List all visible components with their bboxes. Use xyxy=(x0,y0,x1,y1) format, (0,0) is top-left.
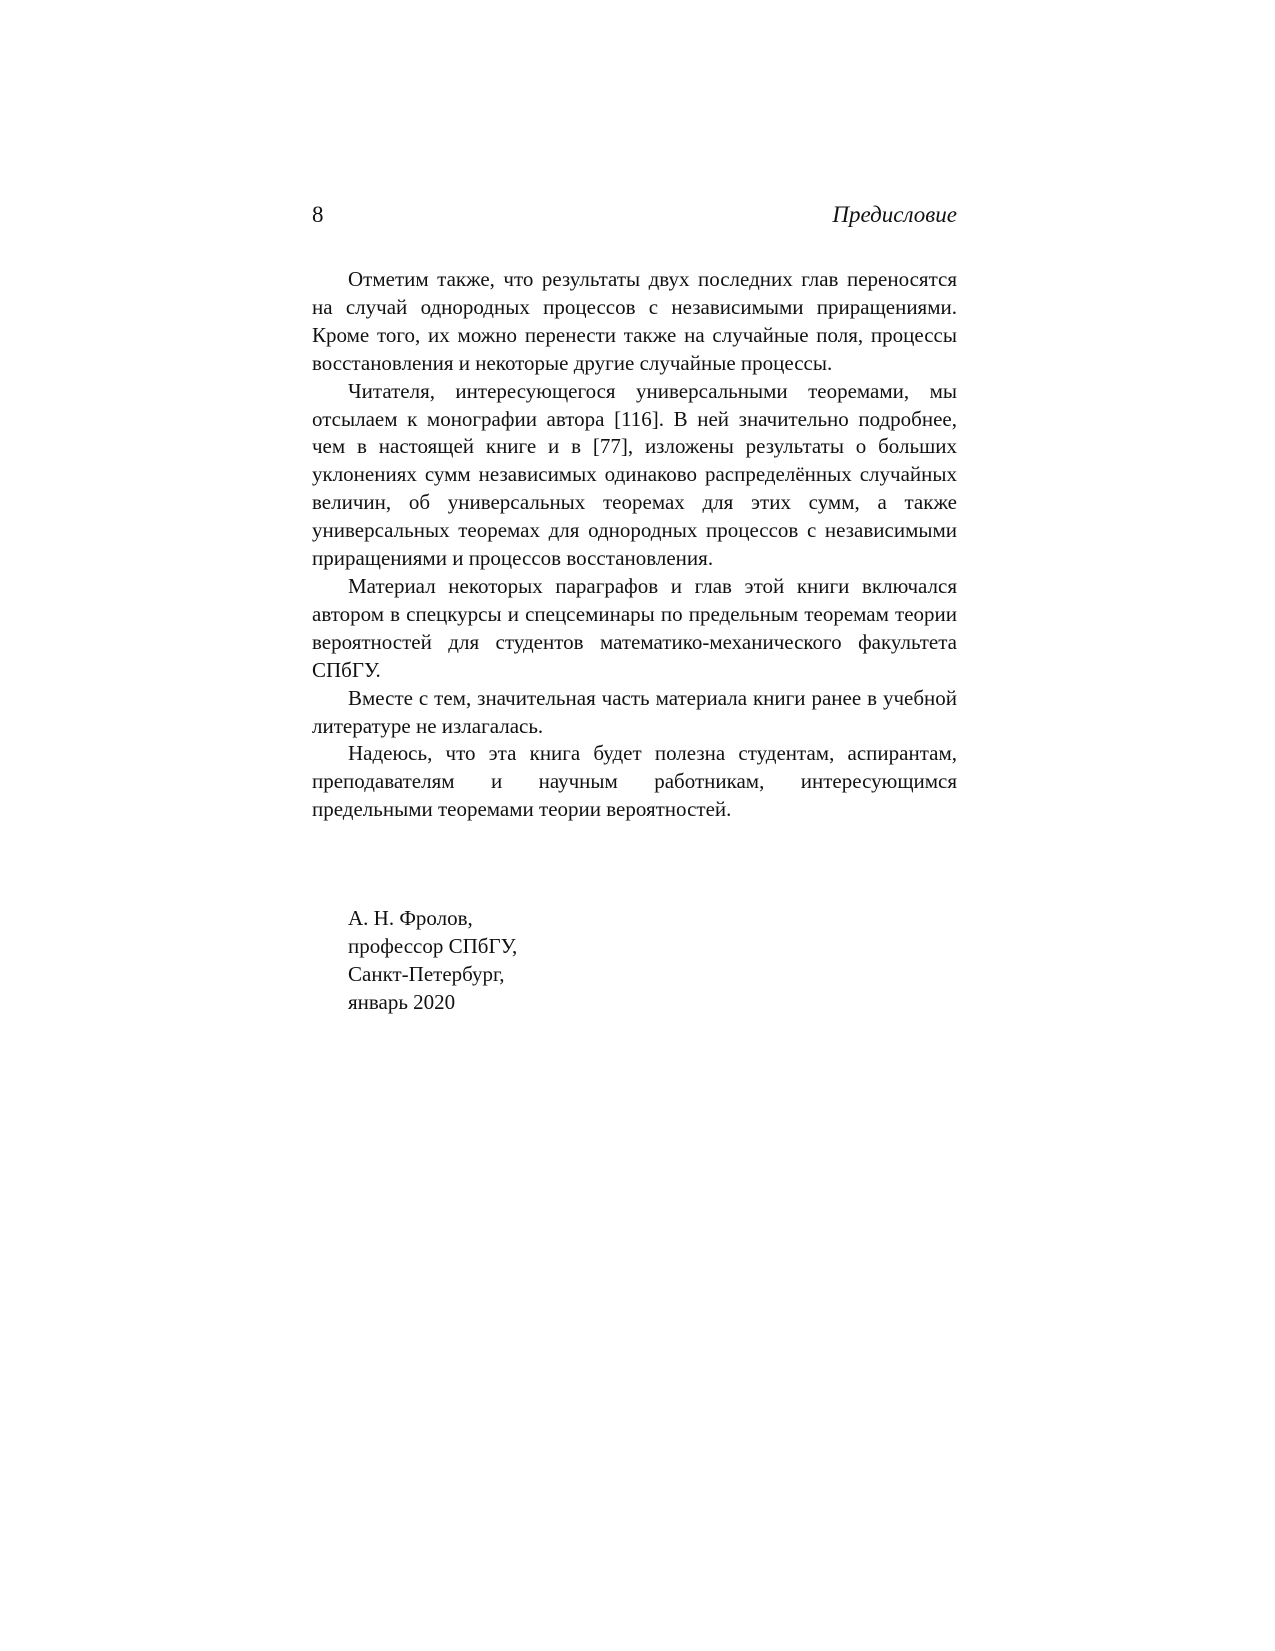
paragraph: Отметим также, что результаты двух последних глав переносятся на случай однородных процессов с независимыми приращениями. Кроме того, их можно перенести также на случайные поля, процессы восстановления и некоторые другие случайные процессы. xyxy=(312,267,957,375)
chapter-title: Предисловие xyxy=(832,202,957,227)
running-head xyxy=(312,198,957,232)
signature-date: январь 2020 xyxy=(348,990,456,1014)
paragraph: Материал некоторых параграфов и глав этой книги включался автором в спецкурсы и спецсеминары по предельным теоремам теории вероятностей для студентов математико-механического факультета СПбГУ. xyxy=(312,573,957,682)
author-position: профессор СПбГУ, xyxy=(348,934,518,958)
paragraph: Надеюсь, что эта книга будет полезна студентам, аспирантам, преподавателям и научным работникам, интересующимся предельными теоремами теории вероятностей. xyxy=(312,741,957,822)
paragraph: Читателя, интересующегося универсальными теоремами, мы отсылаем к монографии автора [116]. В ней значительно подробнее, чем в настоящей книге и в [77], изложены результаты о больших уклонениях сумм независимых одинаково распределённых случайных величин, об универсальных теоремах для этих сумм, а также универсальных теоремах для однородных процессов с независимыми приращениями и процессов восстановления. xyxy=(312,378,957,571)
paragraph: Вместе с тем, значительная часть материала книги ранее в учебной литературе не излагалась. xyxy=(312,685,957,738)
signature-block xyxy=(348,904,517,1016)
page-number: 8 xyxy=(312,202,324,227)
signature-city: Санкт-Петербург, xyxy=(348,962,505,986)
author-name: А. Н. Фролов, xyxy=(348,906,473,930)
preface-body xyxy=(312,266,957,824)
